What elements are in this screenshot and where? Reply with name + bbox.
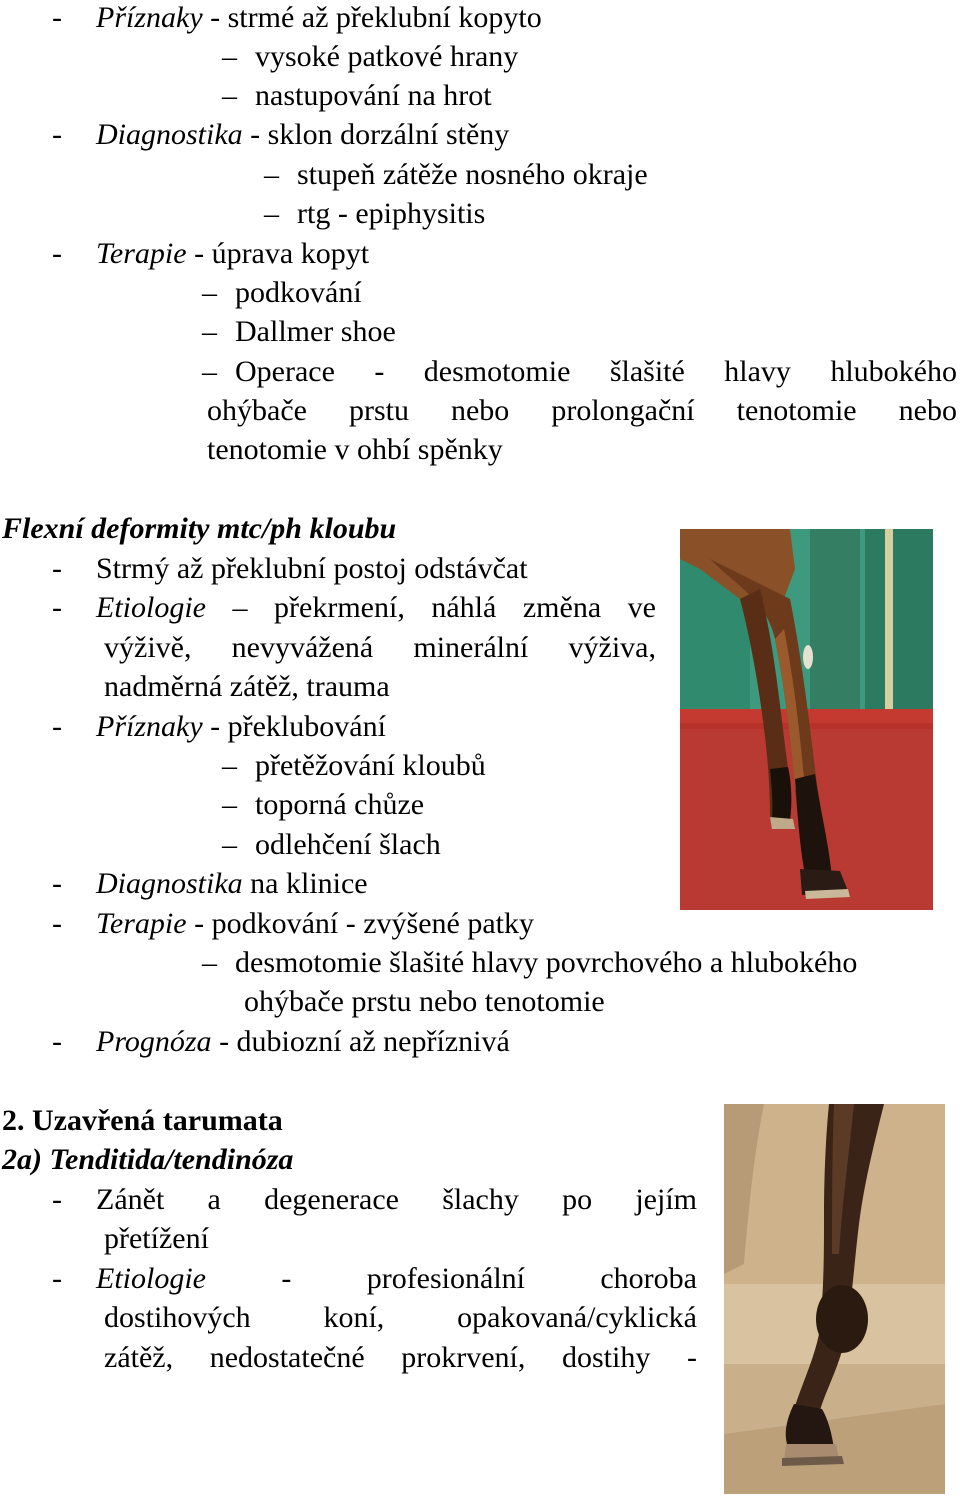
symptoms-line: - Příznaky - strmé až překlubní kopyto [52,1,542,34]
etiology-line-1: - Etiologie – překrmení, náhlá změna ve [52,591,656,624]
diagnostics-line: - Diagnostika na klinice [52,867,368,900]
item-line-1: - Zánět a degenerace šlachy po jejím [52,1183,697,1216]
subsection-heading: 2a) Tenditida/tendinóza [2,1143,294,1176]
diagnostics-line: - Diagnostika - sklon dorzální stěny [52,118,510,151]
symptoms-line: - Příznaky - překlubování [52,710,386,743]
etiology-line-3: nadměrná zátěž, trauma [104,670,390,703]
therapy-item: – podkování [202,276,362,309]
foal-legs-illustration [680,529,933,910]
therapy-item-cont: ohýbače prstu nebo tenotomie [244,985,605,1018]
therapy-line: - Terapie - podkování - zvýšené patky [52,907,534,940]
symptoms-label: Příznaky [96,1,203,34]
symptom-item: – přetěžování kloubů [222,749,486,782]
therapy-item: – desmotomie šlašité hlavy povrchového a hlubokého [202,946,858,979]
etiology-line-1: - Etiologie - profesionální choroba [52,1262,697,1295]
section-heading: Flexní deformity mtc/ph kloubu [2,512,397,545]
item-line-2: přetížení [104,1222,209,1255]
diagnostic-item: – rtg - epiphysitis [264,197,486,230]
section-heading: 2. Uzavřená tarumata [2,1104,283,1137]
operation-line-1: – Operace - desmotomie šlašité hlavy hlubokého [202,355,957,388]
symptom-item: – nastupování na hrot [222,79,492,112]
etiology-line-2: dostihových koní, opakovaná/cyklická [104,1301,697,1334]
symptom-item: – toporná chůze [222,788,425,821]
therapy-line: - Terapie - úprava kopyt [52,237,370,270]
horse-leg-photo [724,1104,945,1494]
etiology-line-3: zátěž, nedostatečné prokrvení, dostihy - [104,1341,697,1374]
therapy-item: – Dallmer shoe [202,315,396,348]
list-item: - Strmý až překlubní postoj odstávčat [52,552,528,585]
horse-leg-illustration [724,1104,945,1494]
diagnostic-item: – stupeň zátěže nosného okraje [264,158,648,191]
operation-line-2: ohýbače prstu nebo prolongační tenotomie nebo [207,394,957,427]
foal-legs-photo [680,529,933,910]
symptom-item: – vysoké patkové hrany [222,40,519,73]
etiology-line-2: výživě, nevyvážená minerální výživa, [104,631,656,664]
operation-line-3: tenotomie v ohbí spěnky [207,433,503,466]
symptom-item: – odlehčení šlach [222,828,441,861]
prognosis-line: - Prognóza - dubiozní až nepříznivá [52,1025,510,1058]
